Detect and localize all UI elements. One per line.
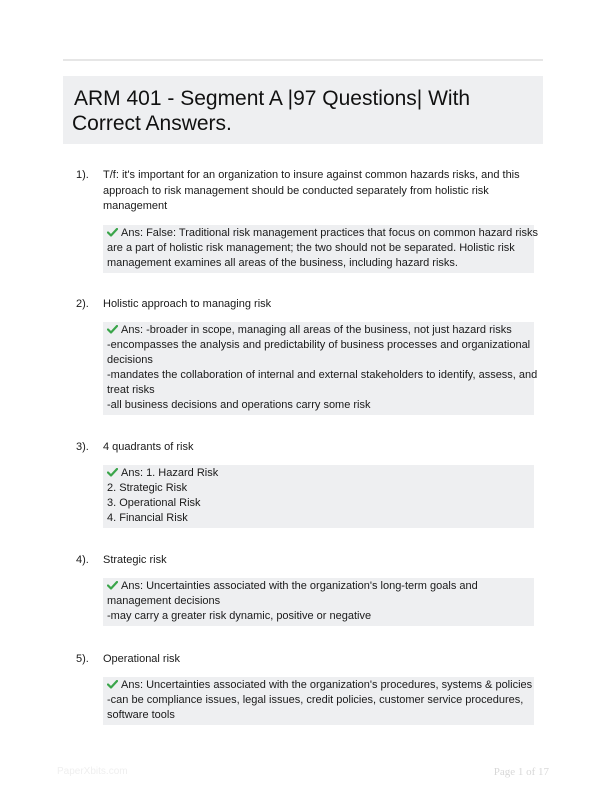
answer-box [103, 225, 538, 273]
answer-text: Ans: Uncertainties associated with the organization's long-term goals and [121, 580, 478, 592]
checkmark-icon [107, 581, 118, 590]
answer-line: -can be compliance issues, legal issues, credit policies, customer service procedures, [107, 694, 524, 706]
question-line: 4 quadrants of risk [103, 441, 194, 453]
checkmark-icon [107, 228, 118, 237]
answer-text: Ans: -broader in scope, managing all areas of the business, not just hazard risks [121, 324, 512, 336]
question-text [103, 168, 523, 215]
answer-line: treat risks [107, 384, 155, 396]
title-line-2: Correct Answers. [72, 112, 232, 135]
answer-line: management examines all areas of the business, including hazard risks. [107, 257, 458, 269]
answer-box [103, 578, 534, 626]
question-line: Holistic approach to managing risk [103, 298, 272, 310]
answer-line [107, 579, 528, 594]
answer-line: 4. Financial Risk [107, 512, 188, 524]
question-line: T/f: it's important for an organization to insure against common hazards risks, and this [103, 169, 520, 181]
title-line-1: ARM 401 - Segment A |97 Questions| With [74, 87, 471, 110]
answer-line: -encompasses the analysis and predictability of business processes and organizational [107, 339, 531, 351]
question-line: Operational risk [103, 653, 181, 665]
answer-line: software tools [107, 709, 175, 721]
answer-line [107, 226, 538, 241]
answer-line [107, 466, 528, 481]
answer-line [107, 678, 533, 693]
question-number: 3). [76, 441, 89, 453]
footer-watermark: PaperXbits.com [57, 766, 128, 777]
checkmark-icon [107, 680, 118, 689]
answer-box [103, 677, 534, 725]
question-text [103, 440, 523, 456]
document-title [72, 86, 533, 136]
answer-line: 2. Strategic Risk [107, 482, 188, 494]
title-box [63, 76, 543, 144]
top-divider [63, 59, 543, 61]
question-number: 1). [76, 169, 89, 181]
answer-line: 3. Operational Risk [107, 497, 201, 509]
question-line: management [103, 200, 168, 212]
checkmark-icon [107, 468, 118, 477]
question-text [103, 297, 523, 313]
checkmark-icon [107, 325, 118, 334]
answer-text: Ans: False: Traditional risk management practices that focus on common hazard risks [121, 227, 538, 239]
answer-line: decisions [107, 354, 153, 366]
question-number: 4). [76, 554, 89, 566]
answer-text: Ans: 1. Hazard Risk [121, 467, 219, 479]
answer-line: -all business decisions and operations carry some risk [107, 399, 371, 411]
question-number: 2). [76, 298, 89, 310]
question-line: Strategic risk [103, 554, 167, 566]
answer-line: -may carry a greater risk dynamic, positive or negative [107, 610, 372, 622]
answer-line [107, 323, 528, 338]
question-line: approach to risk management should be conducted separately from holistic risk [103, 184, 489, 197]
question-text [103, 553, 523, 569]
page-number: Page 1 of 17 [493, 766, 549, 778]
answer-line: -mandates the collaboration of internal and external stakeholders to identify, assess, and [107, 369, 538, 381]
answer-line: are a part of holistic risk management; the two should not be separated. Holistic risk [107, 242, 515, 254]
question-text [103, 652, 523, 668]
answer-box [103, 465, 534, 528]
answer-box [103, 322, 538, 415]
answer-line: management decisions [107, 595, 221, 607]
question-number: 5). [76, 653, 89, 665]
answer-text: Ans: Uncertainties associated with the organization's procedures, systems & policies [121, 679, 533, 691]
